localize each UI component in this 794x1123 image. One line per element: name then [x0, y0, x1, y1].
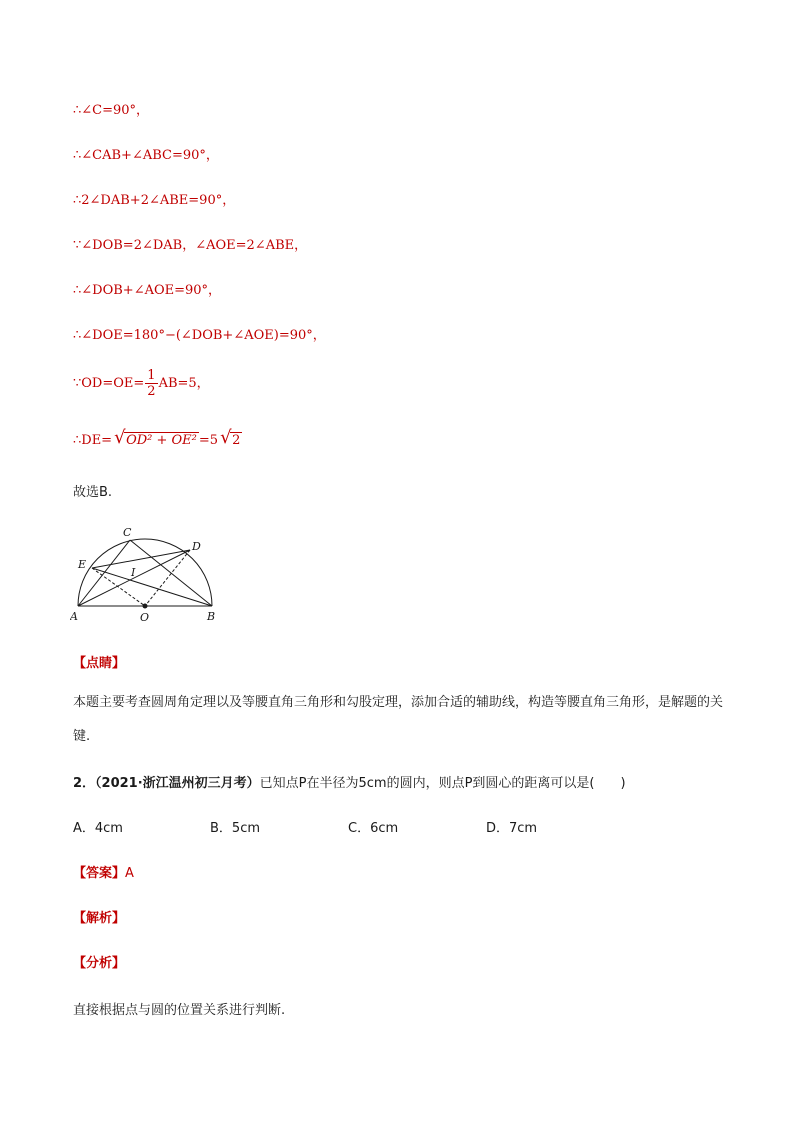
fenxi-text: 直接根据点与圆的位置关系进行判断.: [73, 1003, 286, 1018]
question-source: （2021·浙江温州初三月考）: [95, 776, 260, 791]
de-equals: =5: [198, 433, 219, 448]
label-b: B: [207, 610, 216, 623]
jiexi-tag: 【解析】: [73, 911, 126, 926]
label-d: D: [192, 540, 201, 553]
solution-line-6: ∴∠DOE=180°−(∠DOB+∠AOE)=90°，: [73, 328, 326, 343]
fenxi-tag: 【分析】: [73, 956, 126, 971]
solution-line-5: ∴∠DOB+∠AOE=90°，: [73, 283, 222, 298]
de-sqrt-line: [73, 427, 242, 449]
option-c: C．6cm: [348, 821, 399, 836]
option-d: D．7cm: [486, 821, 538, 836]
sqrt-two: [220, 427, 242, 449]
semicircle-figure: [70, 520, 230, 628]
fenxi-heading: [73, 952, 125, 971]
one-half-fraction: [145, 368, 157, 399]
segment-eb: [92, 568, 212, 606]
answer-value: A: [125, 866, 134, 881]
solution-line-2: ∴∠CAB+∠ABC=90°，: [73, 148, 219, 163]
solution-line-3: ∴2∠DAB+2∠ABE=90°，: [73, 193, 236, 208]
segment-eo-dashed: [92, 568, 145, 606]
answer-tag: 【答案】: [73, 866, 126, 881]
segment-do-dashed: [145, 550, 190, 606]
label-c: C: [123, 526, 132, 539]
question-2: [73, 772, 626, 791]
label-o: O: [140, 611, 150, 624]
dianjing-heading: [73, 652, 125, 671]
radical-sign-icon: √: [114, 427, 126, 448]
od-oe-fraction-line: [73, 368, 210, 399]
radicand: OD² + OE²: [126, 433, 197, 448]
segment-ed: [92, 550, 190, 568]
sqrt-two-radicand: 2: [232, 433, 241, 448]
option-a: A．4cm: [73, 821, 123, 836]
radical-sign-icon: √: [220, 427, 232, 448]
center-point-o: [143, 604, 148, 609]
frac-numerator: 1: [147, 368, 156, 383]
jiexi-heading: [73, 907, 125, 926]
solution-line-1: ∴∠C=90°，: [73, 103, 150, 118]
question-text: 已知点P在半径为5cm的圆内，则点P到圆心的距离可以是( ): [259, 776, 626, 791]
dianjing-paragraph: 本题主要考查圆周角定理以及等腰直角三角形和勾股定理，添加合适的辅助线，构造等腰直角三角形，是解题的关键.: [73, 695, 724, 744]
answer-line: [73, 862, 134, 881]
label-a: A: [70, 610, 78, 623]
option-b: B．5cm: [210, 821, 261, 836]
label-e: E: [78, 558, 87, 571]
dianjing-tag: 【点睛】: [73, 656, 126, 671]
question-number: 2．: [73, 776, 96, 791]
choice-text: 故选B.: [73, 485, 113, 500]
frac-prefix: ∵OD=OE=: [73, 376, 145, 391]
segment-ac: [78, 540, 130, 606]
frac-denominator: 2: [147, 384, 156, 399]
de-prefix: ∴DE=: [73, 433, 113, 448]
sqrt-od-oe: [114, 427, 199, 449]
label-i: I: [131, 566, 136, 579]
frac-suffix: AB=5，: [158, 376, 210, 391]
solution-line-4: ∵∠DOB=2∠DAB，∠AOE=2∠ABE，: [73, 238, 308, 253]
